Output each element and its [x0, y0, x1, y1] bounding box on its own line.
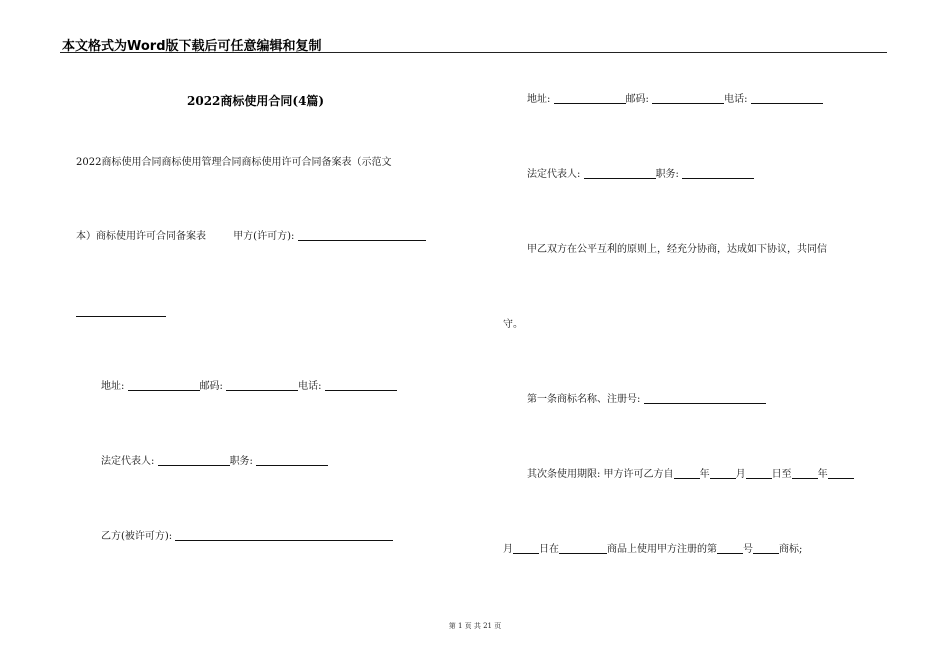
registration-number-blank	[644, 393, 766, 404]
party-b-blank	[175, 530, 393, 541]
left-para-1	[76, 156, 391, 170]
day-to-label: 日至	[771, 469, 792, 480]
phone-label: 电话:	[298, 381, 322, 392]
end-month-blank	[513, 543, 539, 554]
para-text: 2022商标使用合同商标使用管理合同商标使用许可合同备案表（示范文	[76, 157, 392, 168]
para-text: 本）商标使用许可合同备案表	[76, 231, 206, 242]
right-address-line	[527, 93, 823, 107]
goods-text: 商品上使用甲方注册的第	[607, 544, 717, 555]
address-blank	[554, 93, 626, 104]
left-address-line	[101, 380, 397, 394]
article-1-text: 第一条商标名称、注册号:	[527, 394, 641, 405]
party-b-label: 乙方(被许可方):	[101, 531, 173, 542]
goods-blank	[559, 543, 607, 554]
reg-number-blank	[717, 543, 743, 554]
position-blank	[682, 168, 754, 179]
month-label: 月	[735, 469, 746, 480]
legal-rep-label: 法定代表人:	[101, 456, 155, 467]
left-party-b-line	[101, 530, 393, 544]
address-label: 地址:	[101, 381, 125, 392]
legal-rep-label: 法定代表人:	[527, 169, 581, 180]
year-label: 年	[817, 469, 828, 480]
page-header-title: 本文格式为Word版下载后可任意编辑和复制	[62, 39, 322, 54]
party-a-continuation-blank	[76, 316, 166, 317]
trademark-blank	[753, 543, 779, 554]
party-a-label: 甲方(许可方):	[233, 231, 295, 242]
article-2-text: 其次条使用期限: 甲方许可乙方自	[527, 469, 674, 480]
phone-label: 电话:	[724, 94, 748, 105]
article-2-line	[527, 468, 854, 482]
position-label: 职务:	[229, 456, 253, 467]
start-month-blank	[710, 468, 736, 479]
article-2-continuation	[503, 543, 802, 557]
agreement-line-1	[527, 243, 827, 257]
right-legal-rep-line	[527, 168, 754, 182]
phone-blank	[751, 93, 823, 104]
year-label: 年	[699, 469, 710, 480]
address-blank	[128, 380, 200, 391]
month-label: 月	[503, 544, 513, 555]
legal-rep-blank	[158, 455, 230, 466]
position-label: 职务:	[655, 169, 679, 180]
document-title: 2022商标使用合同(4篇)	[187, 94, 325, 108]
article-1-line	[527, 393, 766, 407]
position-blank	[256, 455, 328, 466]
page-footer: 第 1 页 共 21 页	[448, 622, 502, 630]
address-label: 地址:	[527, 94, 551, 105]
left-para-2	[76, 230, 426, 244]
end-year-blank	[792, 468, 818, 479]
trademark-label: 商标;	[779, 544, 803, 555]
phone-blank	[325, 380, 397, 391]
postcode-blank	[226, 380, 298, 391]
party-a-blank	[298, 230, 426, 241]
agreement-text: 守。	[503, 319, 523, 330]
start-day-blank	[746, 468, 772, 479]
agreement-text: 甲乙双方在公平互利的原则上，经充分协商，达成如下协议，共同信	[527, 244, 827, 255]
postcode-label: 邮码:	[625, 94, 649, 105]
postcode-blank	[652, 93, 724, 104]
agreement-line-2	[503, 318, 523, 332]
day-at-label: 日在	[539, 544, 559, 555]
end-year-tail-blank	[828, 468, 854, 479]
postcode-label: 邮码:	[199, 381, 223, 392]
number-label: 号	[743, 544, 753, 555]
legal-rep-blank	[584, 168, 656, 179]
start-year-blank	[674, 468, 700, 479]
left-legal-rep-line	[101, 455, 328, 469]
header-divider	[60, 52, 887, 53]
